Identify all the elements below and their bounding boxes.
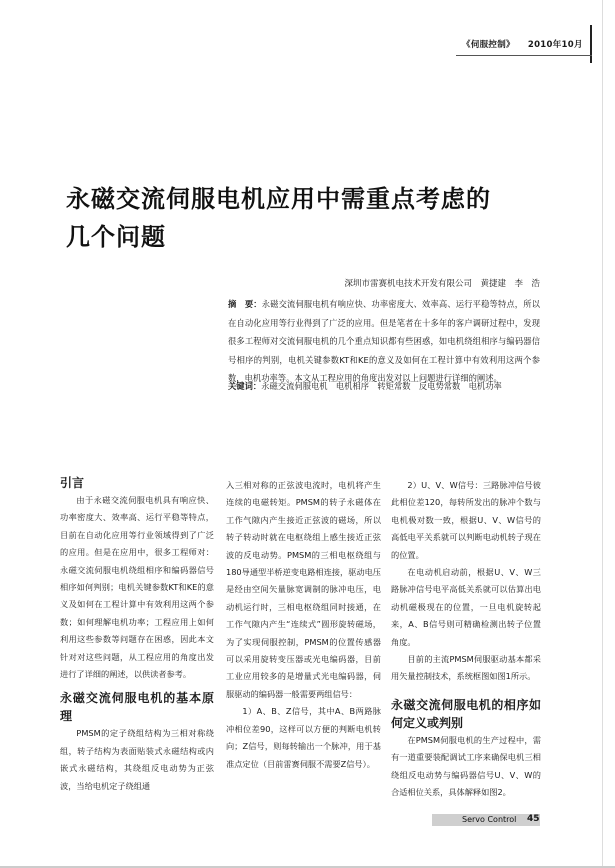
- paragraph: 在PMSM伺服电机的生产过程中，需有一道重要装配调试工序来确保电机三相绕组反电动势与编码器信号U、V、W的合适相位关系，具体解释如图2。: [391, 734, 541, 798]
- title-line-1: 永磁交流伺服电机应用中需重点考虑的: [66, 185, 491, 213]
- paragraph: PMSM的定子绕组结构为三相对称绕组，转子结构为表面贴装式永磁结构或内嵌式永磁结构，其绕组反电动势为正弦波，当给电机定子绕组通: [60, 728, 214, 791]
- running-header: [462, 38, 583, 50]
- column-1: [60, 474, 214, 795]
- header-horizontal-rule: [456, 55, 592, 56]
- abstract-label: 摘 要：: [228, 299, 262, 309]
- column-3: [391, 477, 541, 802]
- title-line-2: 几个问题: [66, 223, 166, 251]
- abstract-text: 永磁交流伺服电机有响应快、功率密度大、效率高、运行平稳等特点，所以在自动化应用等行业得到了广泛的应用。但是笔者在十多年的客户调研过程中，发现很多工程师对交流伺服电机的几个重点知识都有些困惑，如电机绕组相序与编码器信号相序的判别，电机关键参数KT和KE的意义及如何在工程计算中有效利用这两个参数，电机功率等。本文从工程应用的角度出发对以上问题进行详细的阐述。: [228, 299, 540, 383]
- paragraph: 目前的主流PMSM伺服驱动基本都采用矢量控制技术，系统框图如图1所示。: [391, 654, 541, 682]
- keywords-text: 永磁交流伺服电机 电机相序 转矩常数 反电势常数 电机功率: [261, 381, 502, 391]
- abstract: [228, 295, 540, 388]
- article-title: [66, 180, 536, 256]
- paragraph: 2）U、V、W信号：三路脉冲信号彼此相位差120，每转所发出的脉冲个数与电机极对数一致，根据U、V、W信号的高低电平关系就可以判断电动机转子现在的位置。: [391, 480, 541, 560]
- section-heading-phase: 永磁交流伺服电机的相序如何定义或判别: [391, 697, 541, 730]
- page-edge-right: [602, 0, 603, 868]
- header-journal: 《伺服控制》: [462, 40, 515, 50]
- column-2: [226, 477, 381, 773]
- page-number: 45: [527, 814, 540, 824]
- header-issue: 2010年10月: [527, 40, 583, 50]
- paragraph: 1）A、B、Z信号，其中A、B两路脉冲相位差90，这样可以方便的判断电机转向；Z信号，则每转输出一个脉冲，用于基准点定位（目前雷赛伺服不需要Z信号）。: [226, 706, 381, 769]
- paragraph: 入三相对称的正弦波电流时，电机将产生连续的电磁转矩。PMSM的转子永磁体在工作气隙内产生接近正弦波的磁场，所以转子转动时就在电枢绕组上感生接近正弦波的反电动势。PMSM的三相电枢绕组与180导通型半桥逆变电路相连接，驱动电压是经由空间矢量脉宽调制的脉冲电压，电动机运行时，三相电枢绕组同时接通，在工作气隙内产生“连续式”圆形旋转磁场，为了实现伺服控制，PMSM的位置传感器可以采用旋转变压器或光电编码器，目前工业应用较多的是增量式光电编码器，伺服驱动的编码器一般需要两组信号：: [226, 480, 381, 699]
- footer-journal: Servo Control: [462, 815, 517, 824]
- paragraph: 在电动机启动前，根据U、V、W三路脉冲信号电平高低关系就可以估算出电动机磁极现在的位置，一旦电机旋转起来，A、B信号则可精确检测出转子位置角度。: [391, 567, 541, 647]
- keywords-label: 关键词：: [228, 381, 262, 391]
- section-heading-intro: 引言: [60, 476, 85, 490]
- authors: 深圳市雷赛机电技术开发有限公司 黄捷建 李 浩: [344, 279, 540, 289]
- header-vertical-rule: [590, 25, 592, 63]
- section-heading-principle: 永磁交流伺服电机的基本原理: [60, 691, 214, 724]
- keywords: [228, 380, 548, 392]
- paragraph: 由于永磁交流伺服电机具有响应快、功率密度大、效率高、运行平稳等特点，目前在自动化应用等行业领域得到了广泛的应用。但是在应用中，很多工程师对：永磁交流伺服电机绕组相序和编码器信号相序如何判别；电机关键参数KT和KE的意义及如何在工程计算中有效利用这两个参数；如何理解电机功率；工程应用上如何利用这些参数等问题存在困惑，因此本文针对对这些问题，从工程应用的角度出发进行了详细的阐述，以供读者参考。: [60, 495, 214, 680]
